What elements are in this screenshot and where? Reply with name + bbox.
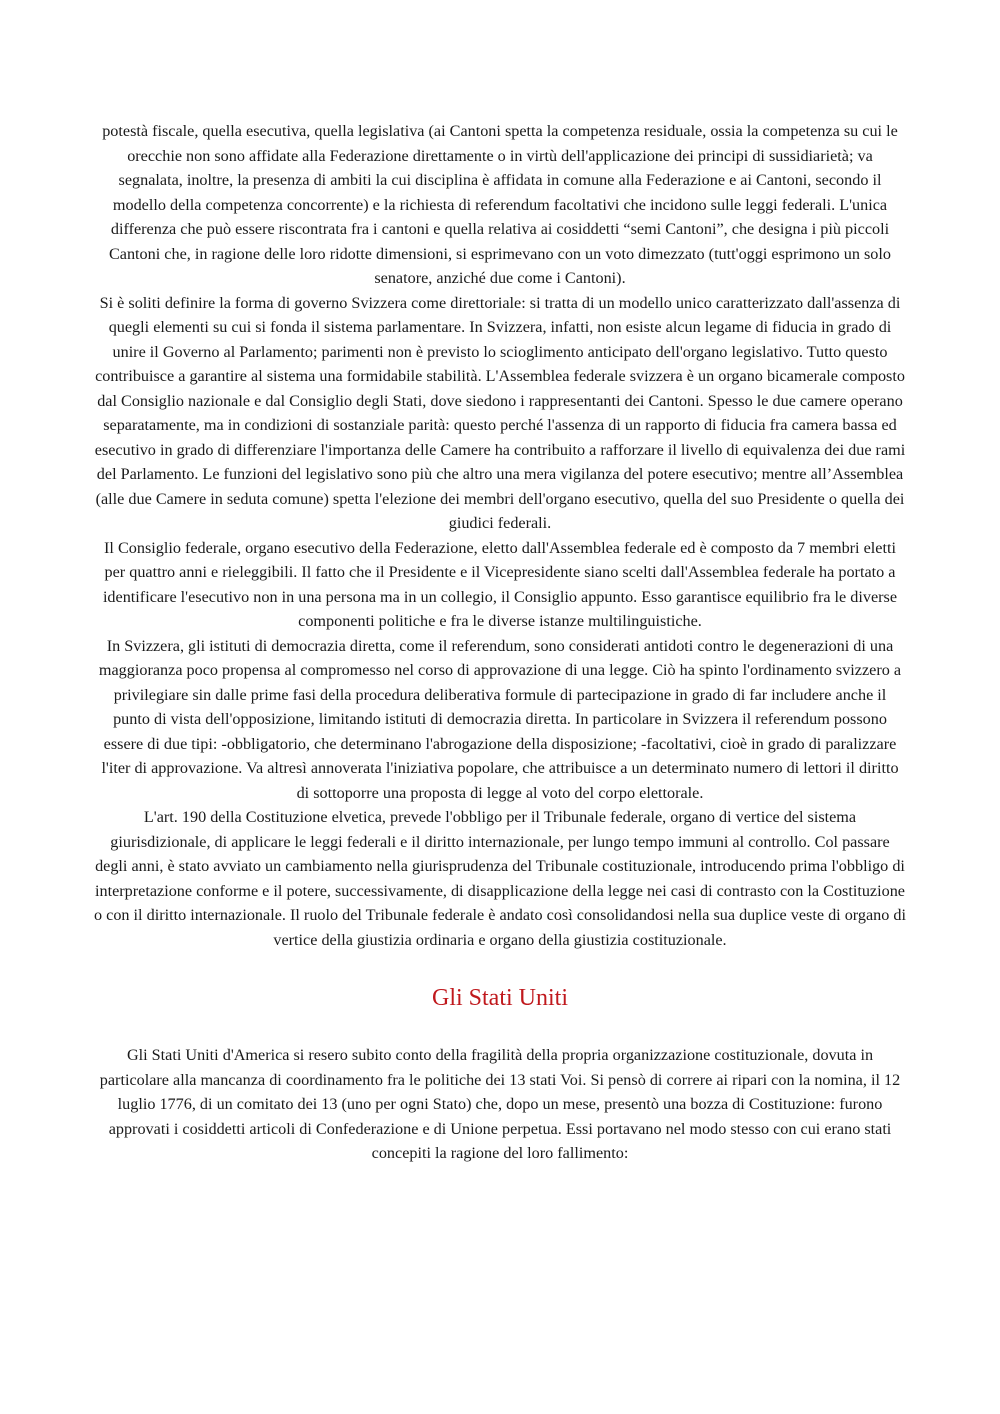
paragraph-consiglio-federale: Il Consiglio federale, organo esecutivo della Federazione, eletto dall'Assemblea federale ed è composto da 7 membri eletti per quattro anni e rieleggibili. Il fatto che il Presidente e il Vicepresidente siano scelti dall'Assemblea federale ha portato a identificare l'esecutivo non in una persona ma in un collegio, il Consiglio appunto. Esso garantisce equilibrio fra le diverse componenti politiche e fra le diverse istanze multilinguistiche. — [102, 538, 898, 630]
paragraph-cantoni-competenze: potestà fiscale, quella esecutiva, quella legislativa (ai Cantoni spetta la competenza residuale, ossia la competenza su cui le orecchie non sono affidate alla Federazione direttamente o in virtù dell'applicazione dei principi di sussidiarietà; va segnalata, inoltre, la presenza di ambiti la cui disciplina è affidata in comune alla Federazione e ai Cantoni, secondo il modello della competenza concorrente) e la richiesta di referendum facoltativi che incidono sulle leggi federali. L'unica differenza che può essere riscontrata fra i cantoni e quella relativa ai cosiddetti “semi Cantoni”, che designa i più piccoli Cantoni che, in ragione delle loro ridotte dimensioni, si esprimevano con un voto dimezzato (tutt'oggi esprimono un solo senatore, anziché due come i Cantoni). — [102, 122, 898, 287]
document-page — [94, 119, 906, 1166]
paragraph-democrazia-diretta: In Svizzera, gli istituti di democrazia diretta, come il referendum, sono considerati antidoti contro le degenerazioni di una maggioranza poco propensa al compromesso nel corso di approvazione di una legge. Ciò ha spinto l'ordinamento svizzero a privilegiare sin dalle prime fasi della procedura deliberativa formule di partecipazione in grado di far includere anche il punto di vista dell'opposizione, limitando istituti di democrazia diretta. In particolare in Svizzera il referendum possono essere di due tipi: -obbligatorio, che determinano l'abrogazione della disposizione; -facoltativi, cioè in grado di paralizzare l'iter di approvazione. Va altresì annoverata l'iniziativa popolare, che attribuisce a un determinato numero di lettori il diritto di sottoporre una proposta di legge al voto del corpo elettorale. — [98, 636, 902, 802]
paragraph-tribunale-federale: L'art. 190 della Costituzione elvetica, prevede l'obbligo per il Tribunale federale, organo di vertice del sistema giurisdizionale, di applicare le leggi federali e il diritto internazionale, per lungo tempo immuni al controllo. Col passare degli anni, è stato avviato un cambiamento nella giurisprudenza del Tribunale costituzionale, introducendo prima l'obbligo di interpretazione conforme e il potere, successivamente, di disapplicazione della legge nei casi di contrasto con la Costituzione o con il diritto internazionale. Il ruolo del Tribunale federale è andato così consolidandosi nella sua duplice veste di organo di vertice della giustizia ordinaria e organo della giustizia costituzionale. — [94, 808, 907, 949]
paragraph-forma-di-governo: Si è soliti definire la forma di governo Svizzera come direttoriale: si tratta di un modello unico caratterizzato dall'assenza di quegli elementi su cui si fonda il sistema parlamentare. In Svizzera, infatti, non esiste alcun legame di fiducia in grado di unire il Governo al Parlamento; parimenti non è previsto lo scioglimento anticipato dell'organo legislativo. Tutto questo contribuisce a garantire al sistema una formidabile stabilità. L'Assemblea federale svizzera è un organo bicamerale composto dal Consiglio nazionale e dal Consiglio degli Stati, dove siedono i rappresentanti dei Cantoni. Spesso le due camere operano separatamente, ma in condizioni di sostanziale parità: questo perché l'assenza di un rapporto di fiducia fra camera bassa ed esecutivo in grado di differenziare l'importanza delle Camere ha contribuito a rafforzare il livello di equivalenza dei due rami del Parlamento. Le funzioni del legislativo sono più che altro una mera vigilanza del potere esecutivo; mentre all’Assemblea (alle due Camere in seduta comune) spetta l'elezione dei membri dell'organo esecutivo, quella del suo Presidente o quella dei giudici federali. — [94, 293, 906, 532]
section-heading: Gli Stati Uniti — [431, 985, 568, 1011]
paragraph-stati-uniti: Gli Stati Uniti d'America si resero subito conto della fragilità della propria organizzazione costituzionale, dovuta in particolare alla mancanza di coordinamento fra le politiche dei 13 stati Voi. Si pensò di correre ai ripari con la nomina, il 12 luglio 1776, di un comitato dei 13 (uno per ogni Stato) che, dopo un mese, presentò una bozza di Costituzione: furono approvati i cosiddetti articoli di Confederazione e di Unione perpetua. Essi portavano nel modo stesso con cui erano stati concepiti la ragione del loro fallimento: — [99, 1046, 901, 1162]
